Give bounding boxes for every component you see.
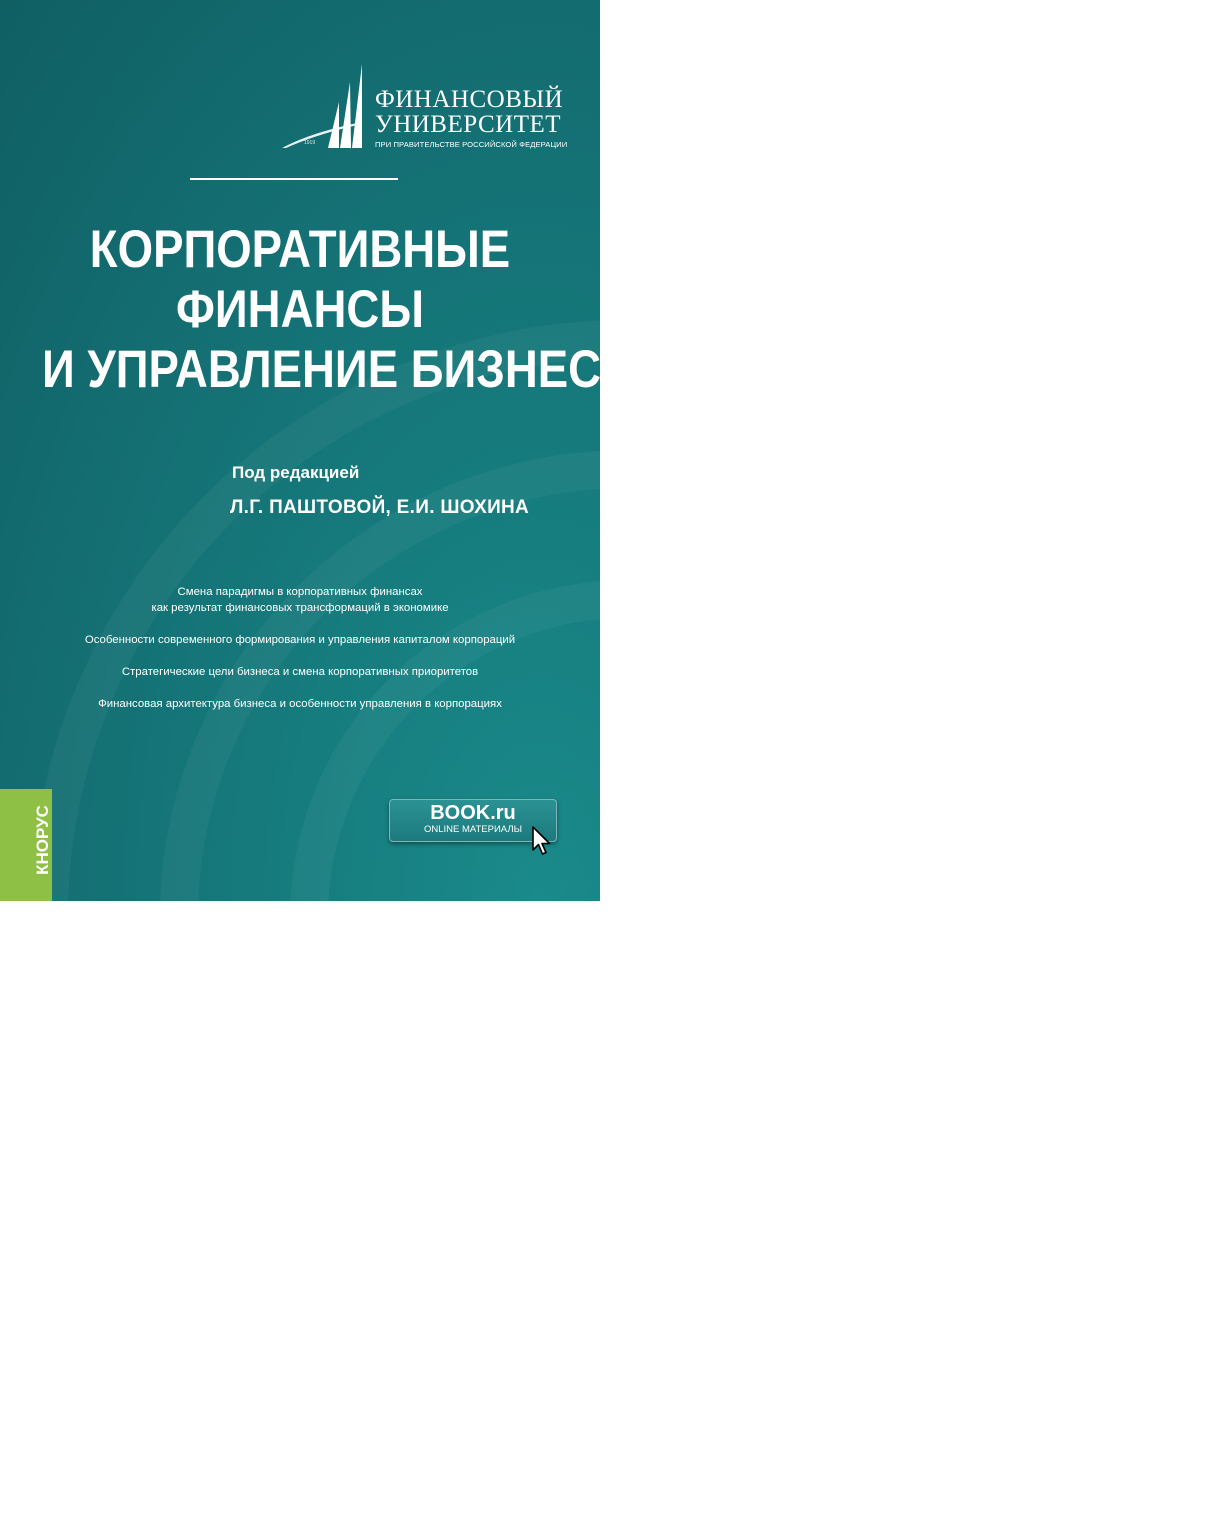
background-ring bbox=[30, 320, 1226, 1516]
editor-label: Под редакцией bbox=[232, 463, 360, 482]
badge-title: BOOK.ru bbox=[430, 802, 516, 824]
title-line: КОРПОРАТИВНЫЕ bbox=[89, 220, 511, 279]
badge-subtitle: ONLINE МАТЕРИАЛЫ bbox=[423, 824, 522, 835]
topic-line: Смена парадигмы в корпоративных финансах bbox=[177, 586, 423, 598]
university-logo bbox=[282, 62, 582, 152]
topic-item: Особенности современного формирования и управления капиталом корпораций bbox=[84, 634, 516, 646]
topic-item bbox=[0, 584, 600, 616]
book-cover bbox=[0, 0, 674, 901]
topic-item: Стратегические цели бизнеса и смена корпоративных приоритетов bbox=[121, 666, 479, 678]
book-title bbox=[42, 220, 674, 400]
title-line: ФИНАНСЫ bbox=[176, 280, 424, 339]
logo-subtitle: ПРИ ПРАВИТЕЛЬСТВЕ РОССИЙСКОЙ ФЕДЕРАЦИИ bbox=[375, 140, 568, 149]
editor-names: Л.Г. ПАШТОВОЙ, Е.И. ШОХИНА bbox=[230, 497, 530, 518]
topic-item: Финансовая архитектура бизнеса и особенности управления в корпорациях bbox=[98, 698, 502, 710]
sail-logo-icon bbox=[282, 62, 377, 152]
title-line: И УПРАВЛЕНИЕ БИЗНЕСОМ bbox=[42, 340, 674, 399]
topic-list bbox=[0, 584, 600, 728]
publisher-name: КНОРУС bbox=[33, 805, 52, 875]
logo-name-line2: УНИВЕРСИТЕТ bbox=[375, 111, 562, 138]
logo-name-line1: ФИНАНСОВЫЙ bbox=[375, 86, 564, 113]
cursor-icon bbox=[532, 826, 552, 856]
divider bbox=[190, 178, 398, 180]
logo-year: 1919 bbox=[304, 140, 316, 146]
topic-line: как результат финансовых трансформаций в экономике bbox=[151, 602, 449, 614]
